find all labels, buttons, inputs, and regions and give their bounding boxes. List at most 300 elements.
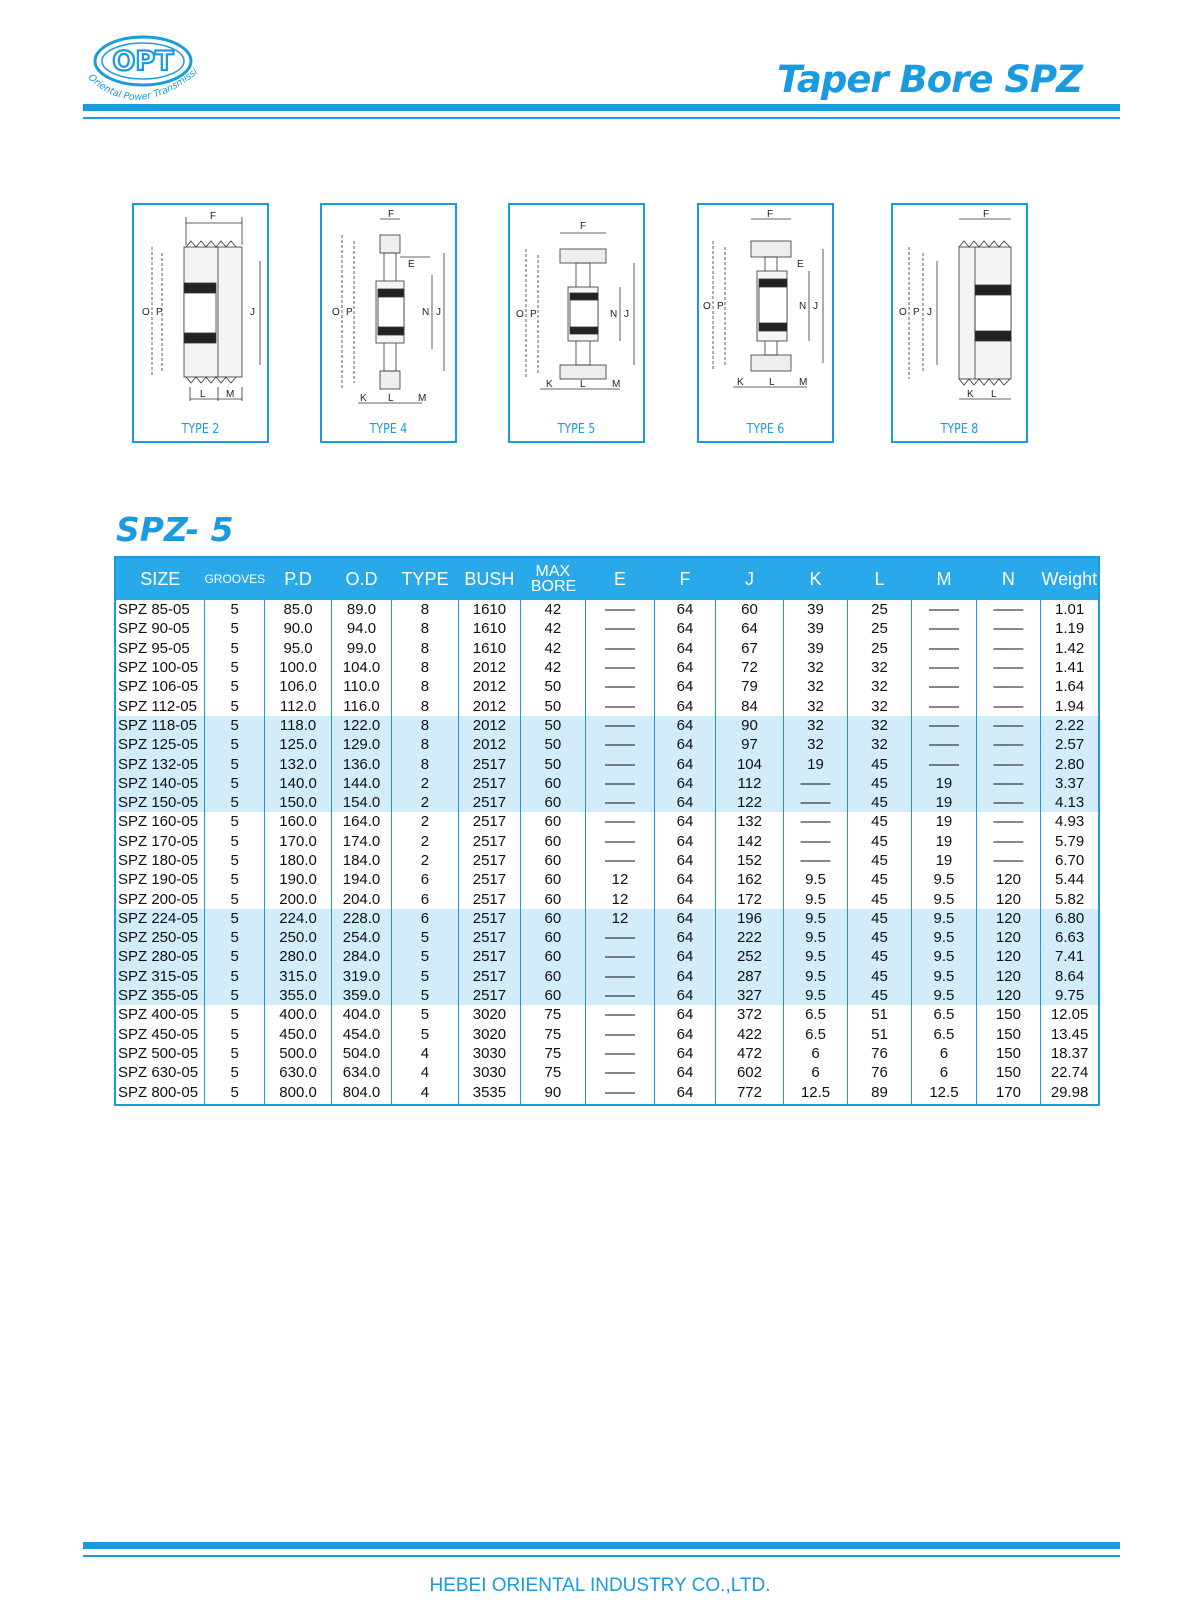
table-cell: 110.0: [331, 677, 391, 696]
table-cell: 422: [715, 1025, 784, 1044]
table-row: [115, 1082, 1099, 1104]
svg-text:P: P: [346, 307, 353, 318]
table-cell: 42: [521, 600, 585, 619]
table-cell: 3535: [458, 1082, 520, 1104]
pulley-drawing: [322, 205, 455, 441]
table-cell: 45: [847, 967, 911, 986]
table-cell: 5.79: [1041, 832, 1099, 851]
pulley-drawing: [699, 205, 832, 441]
table-cell: 5: [204, 909, 264, 928]
table-cell: 5: [392, 967, 459, 986]
diagram-type-label: TYPE 5: [557, 422, 596, 437]
diagram-type-6: [697, 203, 834, 443]
table-row: [115, 735, 1099, 754]
table-cell: 13.45: [1041, 1025, 1099, 1044]
table-cell: 2: [392, 851, 459, 870]
table-cell: 19: [912, 832, 976, 851]
table-cell: 112: [715, 774, 784, 793]
table-cell: 164.0: [331, 812, 391, 831]
table-cell: ——: [585, 716, 655, 735]
table-row: [115, 928, 1099, 947]
table-cell: 19: [912, 793, 976, 812]
table-cell: SPZ 180-05: [118, 852, 199, 869]
table-cell: SPZ 95-05: [118, 639, 190, 657]
table-cell: 106.0: [265, 677, 332, 696]
table-cell: 60: [521, 832, 585, 851]
table-cell: ——: [585, 986, 655, 1005]
table-cell: 404.0: [331, 1005, 391, 1024]
svg-text:O: O: [899, 307, 907, 318]
svg-text:OPT: OPT: [112, 46, 174, 77]
header-rule: [83, 104, 1120, 111]
table-cell: 372: [715, 1005, 784, 1024]
table-cell: ——: [976, 600, 1040, 619]
svg-text:J: J: [927, 307, 932, 318]
table-cell: 75: [521, 1005, 585, 1024]
table-cell: 9.5: [912, 909, 976, 928]
table-cell: ——: [585, 812, 655, 831]
column-header: O.D: [331, 557, 391, 600]
table-cell: 2.22: [1041, 716, 1099, 735]
table-cell: SPZ 112-05: [118, 697, 197, 715]
svg-text:L: L: [388, 393, 394, 404]
footer-rule-thin: [83, 1555, 1120, 1557]
table-cell: ——: [976, 658, 1040, 677]
table-cell: 162: [715, 870, 784, 889]
table-cell: 89: [847, 1082, 911, 1104]
table-cell: 9.5: [912, 947, 976, 966]
table-cell: 67: [715, 639, 784, 658]
table-cell: SPZ 85-05: [118, 601, 190, 619]
table-cell: SPZ 630-05: [118, 1064, 199, 1082]
table-cell: 254.0: [331, 928, 391, 947]
svg-text:M: M: [226, 389, 235, 400]
table-cell: 120: [976, 870, 1040, 889]
table-cell: 144.0: [331, 774, 391, 793]
table-row: [115, 967, 1099, 986]
table-cell: SPZ 118-05: [115, 716, 204, 735]
table-cell: 104.0: [331, 658, 391, 677]
table-cell: 60: [715, 600, 784, 619]
table-cell: 450.0: [265, 1025, 332, 1044]
table-cell: 64: [655, 1082, 715, 1104]
table-cell: 64: [655, 1044, 715, 1063]
table-cell: SPZ 500-05: [118, 1044, 199, 1062]
table-cell: 75: [521, 1063, 585, 1082]
table-cell: 50: [521, 716, 585, 735]
table-row: [115, 1025, 1099, 1044]
footer-company: HEBEI ORIENTAL INDUSTRY CO.,LTD.: [429, 1575, 771, 1596]
table-cell: 94.0: [331, 619, 391, 638]
table-cell: 4: [392, 1082, 459, 1104]
column-header: E: [585, 557, 655, 600]
svg-text:O: O: [332, 307, 340, 318]
table-cell: 42: [521, 658, 585, 677]
table-cell: 5: [204, 619, 264, 638]
table-cell: 45: [847, 928, 911, 947]
column-header-text: MAX BORE: [530, 562, 577, 595]
table-cell: 32: [847, 735, 911, 754]
table-cell: 204.0: [331, 889, 391, 908]
table-cell: 32: [784, 658, 847, 677]
pulley-drawing: [893, 205, 1026, 441]
table-cell: 2.57: [1041, 735, 1099, 754]
table-cell: 6.5: [912, 1025, 976, 1044]
table-cell: 630.0: [265, 1063, 332, 1082]
table-cell: 4: [392, 1063, 459, 1082]
table-cell: 19: [912, 851, 976, 870]
table-cell: ——: [585, 1005, 655, 1024]
column-header: F: [655, 557, 715, 600]
table-cell: SPZ 150-05: [115, 793, 204, 812]
table-cell: ——: [784, 851, 847, 870]
table-cell: SPZ 315-05: [115, 967, 204, 986]
table-cell: 60: [521, 774, 585, 793]
table-cell: 4.93: [1041, 812, 1099, 831]
table-cell: 454.0: [331, 1025, 391, 1044]
table-cell: 84: [715, 696, 784, 715]
table-cell: 51: [847, 1005, 911, 1024]
table-cell: 120: [976, 947, 1040, 966]
table-cell: 32: [847, 677, 911, 696]
table-cell: ——: [585, 967, 655, 986]
table-cell: 154.0: [331, 793, 391, 812]
table-cell: ——: [976, 677, 1040, 696]
table-cell: 118.0: [265, 716, 332, 735]
table-cell: 45: [847, 774, 911, 793]
table-cell: 64: [655, 619, 715, 638]
svg-text:K: K: [737, 377, 744, 388]
table-cell: 29.98: [1041, 1082, 1099, 1104]
table-cell: 140.0: [265, 774, 332, 793]
table-cell: ——: [585, 832, 655, 851]
table-row: [115, 754, 1099, 773]
table-body: [115, 600, 1099, 1105]
table-row: [115, 716, 1099, 735]
table-cell: 5: [204, 754, 264, 773]
table-cell: 9.5: [784, 967, 847, 986]
table-cell: 6: [784, 1063, 847, 1082]
table-cell: SPZ 90-05: [118, 620, 190, 638]
table-cell: 19: [784, 754, 847, 773]
diagram-type-label: TYPE 4: [369, 422, 408, 437]
table-cell: 5: [204, 716, 264, 735]
table-cell: 5: [204, 1063, 264, 1082]
table-cell: ——: [784, 832, 847, 851]
table-cell: SPZ 450-05: [118, 1025, 199, 1043]
table-cell: 2517: [458, 793, 520, 812]
table-cell: 170: [976, 1082, 1040, 1104]
table-cell: 32: [784, 696, 847, 715]
table-cell: 2: [392, 793, 459, 812]
table-cell: 2517: [458, 909, 520, 928]
table-cell: 39: [784, 639, 847, 658]
table-cell: 99.0: [331, 639, 391, 658]
column-header: N: [976, 557, 1040, 600]
table-cell: 355.0: [265, 986, 332, 1005]
table-cell: SPZ 800-05: [118, 1083, 199, 1101]
table-cell: SPZ 106-05: [118, 678, 199, 696]
table-cell: 50: [521, 696, 585, 715]
table-cell: 136.0: [331, 754, 391, 773]
svg-text:L: L: [769, 377, 775, 388]
table-row: [115, 658, 1099, 677]
table-cell: ——: [585, 677, 655, 696]
table-cell: 9.5: [912, 889, 976, 908]
table-cell: 5: [204, 639, 264, 658]
table-cell: 64: [655, 754, 715, 773]
table-cell: 9.5: [784, 986, 847, 1005]
table-cell: 25: [847, 600, 911, 619]
table-cell: ——: [585, 1044, 655, 1063]
table-cell: SPZ 160-05: [118, 813, 199, 831]
table-cell: 602: [715, 1063, 784, 1082]
svg-text:J: J: [436, 307, 441, 318]
svg-text:P: P: [156, 307, 163, 318]
table-cell: 19: [912, 812, 976, 831]
table-cell: 64: [655, 851, 715, 870]
table-cell: 122.0: [331, 716, 391, 735]
table-cell: 5: [204, 696, 264, 715]
table-cell: ——: [585, 754, 655, 773]
table-cell: 327: [715, 986, 784, 1005]
table-cell: 2517: [458, 812, 520, 831]
table-cell: ——: [585, 774, 655, 793]
table-cell: 5: [204, 1044, 264, 1063]
table-cell: 45: [847, 947, 911, 966]
table-cell: 42: [521, 619, 585, 638]
table-cell: SPZ 125-05: [115, 735, 204, 754]
table-cell: 60: [521, 851, 585, 870]
table-cell: 9.5: [912, 967, 976, 986]
table-cell: ——: [585, 696, 655, 715]
svg-text:L: L: [200, 389, 206, 400]
table-cell: ——: [912, 754, 976, 773]
table-cell: 64: [655, 677, 715, 696]
table-cell: 60: [521, 967, 585, 986]
table-cell: 64: [655, 735, 715, 754]
table-cell: 9.5: [784, 889, 847, 908]
table-cell: 120: [976, 986, 1040, 1005]
table-cell: 22.74: [1041, 1063, 1099, 1082]
column-header: M: [912, 557, 976, 600]
table-cell: 64: [655, 774, 715, 793]
table-cell: 3030: [458, 1063, 520, 1082]
table-cell: 64: [655, 716, 715, 735]
table-cell: 287: [715, 967, 784, 986]
table-cell: 6: [784, 1044, 847, 1063]
table-cell: 2517: [458, 986, 520, 1005]
svg-text:F: F: [210, 211, 217, 222]
table-cell: 8: [392, 639, 459, 658]
table-cell: 25: [847, 639, 911, 658]
svg-text:N: N: [799, 301, 807, 312]
svg-text:F: F: [580, 221, 587, 232]
table-cell: 800.0: [265, 1082, 332, 1104]
table-cell: 45: [847, 870, 911, 889]
table-cell: ——: [784, 793, 847, 812]
table-cell: 64: [655, 1025, 715, 1044]
table-cell: 45: [847, 889, 911, 908]
table-cell: SPZ 132-05: [115, 754, 204, 773]
column-header: SIZE: [115, 557, 204, 600]
svg-text:P: P: [717, 301, 724, 312]
svg-text:E: E: [797, 259, 804, 270]
table-cell: 18.37: [1041, 1044, 1099, 1063]
svg-text:Oriental Power Transmission: Oriental Power Transmissi: [85, 66, 201, 103]
table-cell: 64: [655, 1063, 715, 1082]
table-cell: 9.75: [1041, 986, 1099, 1005]
diagram-type-label: TYPE 8: [940, 422, 979, 437]
table-cell: 79: [715, 677, 784, 696]
column-header: GROOVES: [204, 557, 264, 600]
table-cell: 8: [392, 619, 459, 638]
svg-text:P: P: [530, 309, 537, 320]
table-cell: ——: [976, 812, 1040, 831]
table-cell: 6.80: [1041, 909, 1099, 928]
table-cell: 50: [521, 677, 585, 696]
table-cell: 9.5: [912, 986, 976, 1005]
table-cell: 8: [392, 600, 459, 619]
table-cell: 1.19: [1041, 619, 1099, 638]
table-cell: 2012: [458, 658, 520, 677]
table-cell: 75: [521, 1025, 585, 1044]
table-cell: 504.0: [331, 1044, 391, 1063]
table-cell: 6: [392, 909, 459, 928]
table-cell: 772: [715, 1082, 784, 1104]
table-cell: ——: [784, 774, 847, 793]
table-cell: ——: [912, 658, 976, 677]
table-cell: ——: [784, 812, 847, 831]
table-cell: 284.0: [331, 947, 391, 966]
table-cell: 64: [655, 696, 715, 715]
table-cell: 5: [392, 986, 459, 1005]
table-cell: ——: [585, 947, 655, 966]
table-cell: ——: [585, 1082, 655, 1104]
table-cell: 95.0: [265, 639, 332, 658]
table-cell: 5: [204, 735, 264, 754]
table-cell: 184.0: [331, 851, 391, 870]
table-cell: ——: [976, 639, 1040, 658]
table-cell: 1.01: [1041, 600, 1099, 619]
table-cell: 6: [392, 870, 459, 889]
table-cell: ——: [976, 716, 1040, 735]
svg-text:F: F: [983, 209, 990, 220]
table-row: [115, 870, 1099, 889]
table-cell: 359.0: [331, 986, 391, 1005]
table-cell: 5: [392, 928, 459, 947]
table-cell: 3020: [458, 1005, 520, 1024]
table-cell: 9.5: [784, 909, 847, 928]
svg-text:O: O: [142, 307, 150, 318]
table-cell: 25: [847, 619, 911, 638]
table-cell: 9.5: [784, 870, 847, 889]
table-cell: 5: [392, 1025, 459, 1044]
table-cell: SPZ 140-05: [115, 774, 204, 793]
table-cell: ——: [976, 832, 1040, 851]
table-cell: 5: [204, 832, 264, 851]
table-cell: 5: [204, 1005, 264, 1024]
table-row: [115, 774, 1099, 793]
table-cell: 160.0: [265, 812, 332, 831]
table-cell: 2517: [458, 851, 520, 870]
table-cell: 5: [204, 677, 264, 696]
table-cell: ——: [585, 619, 655, 638]
table-cell: 2012: [458, 696, 520, 715]
table-row: [115, 1063, 1099, 1082]
table-cell: 64: [655, 600, 715, 619]
table-cell: 9.5: [912, 928, 976, 947]
table-cell: 120: [976, 909, 1040, 928]
diagram-type-8: [891, 203, 1028, 443]
table-cell: 2517: [458, 870, 520, 889]
table-cell: ——: [912, 696, 976, 715]
table-cell: SPZ 250-05: [115, 928, 204, 947]
table-cell: ——: [585, 851, 655, 870]
table-row: [115, 677, 1099, 696]
table-cell: ——: [912, 639, 976, 658]
table-cell: 6.63: [1041, 928, 1099, 947]
table-cell: 90: [521, 1082, 585, 1104]
svg-text:M: M: [418, 393, 427, 404]
table-cell: 2517: [458, 947, 520, 966]
table-cell: 634.0: [331, 1063, 391, 1082]
table-cell: ——: [976, 793, 1040, 812]
table-cell: 32: [784, 716, 847, 735]
table-cell: 9.5: [784, 947, 847, 966]
column-header: K: [784, 557, 847, 600]
table-cell: 3030: [458, 1044, 520, 1063]
table-cell: 6: [392, 889, 459, 908]
table-cell: SPZ 190-05: [118, 871, 199, 889]
table-cell: SPZ 170-05: [118, 832, 199, 850]
table-cell: 45: [847, 851, 911, 870]
table-cell: 8: [392, 735, 459, 754]
table-cell: 2517: [458, 928, 520, 947]
table-cell: 39: [784, 619, 847, 638]
table-cell: 60: [521, 889, 585, 908]
table-row: [115, 832, 1099, 851]
svg-text:O: O: [516, 309, 524, 320]
table-row: [115, 619, 1099, 638]
table-cell: 250.0: [265, 928, 332, 947]
table-cell: 9.5: [784, 928, 847, 947]
table-cell: 5: [204, 870, 264, 889]
table-cell: ——: [585, 793, 655, 812]
table-cell: 2: [392, 832, 459, 851]
table-cell: 45: [847, 793, 911, 812]
svg-text:K: K: [967, 389, 974, 400]
table-cell: 132.0: [265, 754, 332, 773]
table-cell: 4: [392, 1044, 459, 1063]
table-cell: 222: [715, 928, 784, 947]
table-cell: 1.41: [1041, 658, 1099, 677]
table-cell: 400.0: [265, 1005, 332, 1024]
table-cell: 174.0: [331, 832, 391, 851]
table-cell: 60: [521, 812, 585, 831]
table-cell: 8: [392, 716, 459, 735]
table-cell: 2.80: [1041, 754, 1099, 773]
table-cell: ——: [912, 677, 976, 696]
table-cell: 64: [655, 909, 715, 928]
table-row: [115, 947, 1099, 966]
table-cell: 5: [204, 793, 264, 812]
table-cell: 60: [521, 986, 585, 1005]
table-cell: 32: [847, 658, 911, 677]
table-cell: 60: [521, 947, 585, 966]
table-cell: 6: [912, 1044, 976, 1063]
table-cell: 2517: [458, 754, 520, 773]
